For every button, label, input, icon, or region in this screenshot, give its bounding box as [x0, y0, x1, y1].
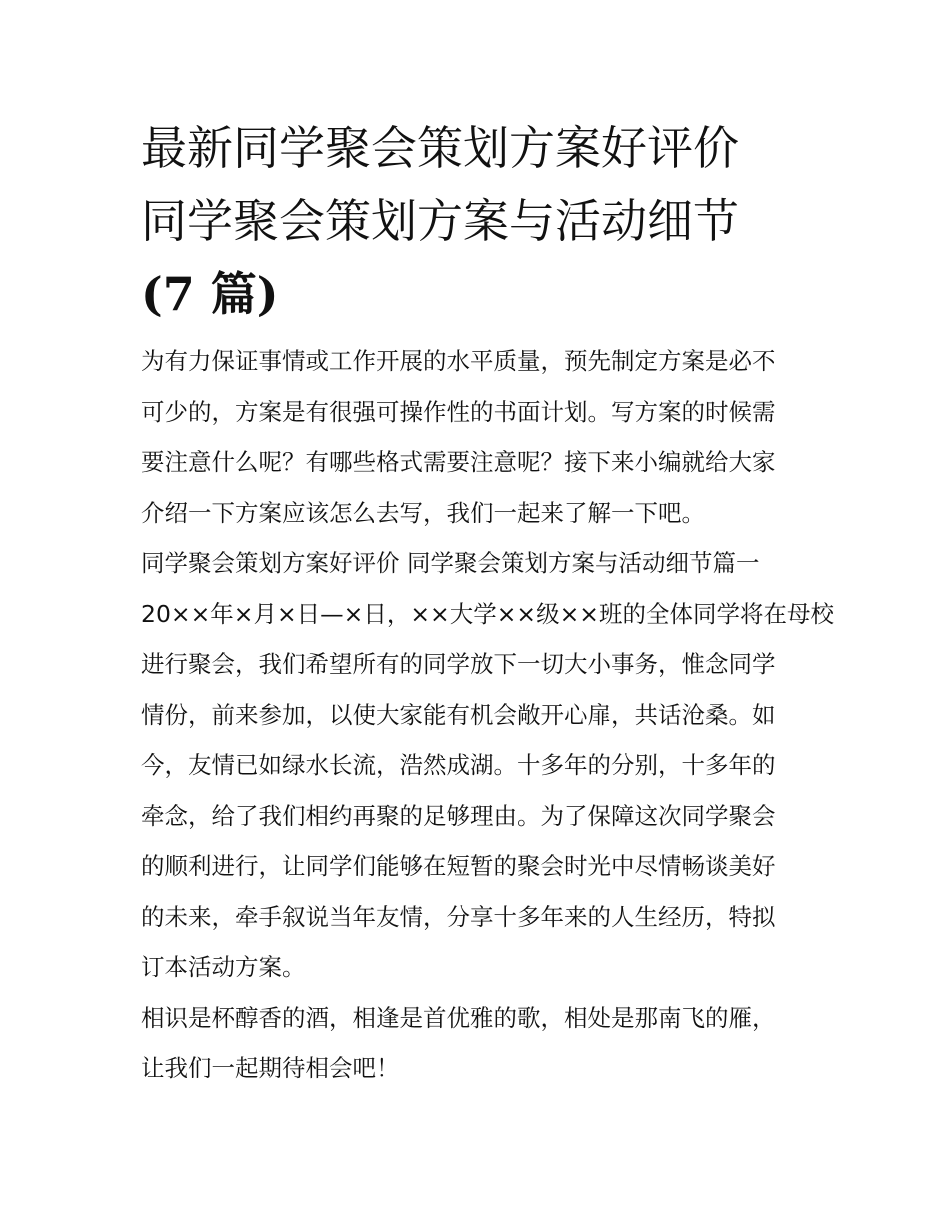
text-line: 让我们一起期待相会吧！	[141, 1054, 400, 1082]
text-line: 牵念，给了我们相约再聚的足够理由。为了保障这次同学聚会	[141, 801, 776, 830]
paragraph-1	[141, 589, 834, 993]
title-line-2: 同学聚会策划方案与活动细节	[141, 194, 739, 248]
paragraph-2	[141, 993, 813, 1094]
document-body	[141, 336, 834, 1094]
title-line-3: (7 篇)	[141, 267, 279, 321]
text-line: 今，友情已如绿水长流，浩然成湖。十多年的分别，十多年的	[141, 751, 776, 779]
text-line: 要注意什么呢？有哪些格式需要注意呢？接下来小编就给大家	[141, 448, 776, 476]
document-title	[141, 112, 813, 331]
text-line: 的未来，牵手叙说当年友情，分享十多年来的人生经历，特拟	[141, 902, 776, 931]
text-line: 进行聚会，我们希望所有的同学放下一切大小事务，惟念同学	[141, 650, 776, 678]
text-line: 可少的，方案是有很强可操作性的书面计划。写方案的时候需	[141, 397, 776, 426]
text-line: 的顺利进行，让同学们能够在短暂的聚会时光中尽情畅谈美好	[141, 852, 776, 880]
text-line: 相识是杯醇香的酒，相逢是首优雅的歌，相处是那南飞的雁，	[141, 1003, 776, 1032]
text-line: 订本活动方案。	[141, 953, 306, 981]
document-page	[141, 112, 834, 1094]
text-line: 为有力保证事情或工作开展的水平质量，预先制定方案是必不	[141, 347, 776, 375]
intro-paragraph	[141, 336, 813, 538]
title-line-1: 最新同学聚会策划方案好评价	[141, 121, 739, 175]
text-line: 情份，前来参加，以使大家能有机会敞开心扉，共话沧桑。如	[141, 700, 776, 729]
section-heading	[141, 538, 813, 589]
text-line: 介绍一下方案应该怎么去写，我们一起来了解一下吧。	[141, 498, 705, 527]
section-heading-text: 同学聚会策划方案好评价 同学聚会策划方案与活动细节篇一	[141, 549, 760, 577]
text-line: 20××年×月×日—×日，××大学××级××班的全体同学将在母校	[141, 599, 834, 628]
